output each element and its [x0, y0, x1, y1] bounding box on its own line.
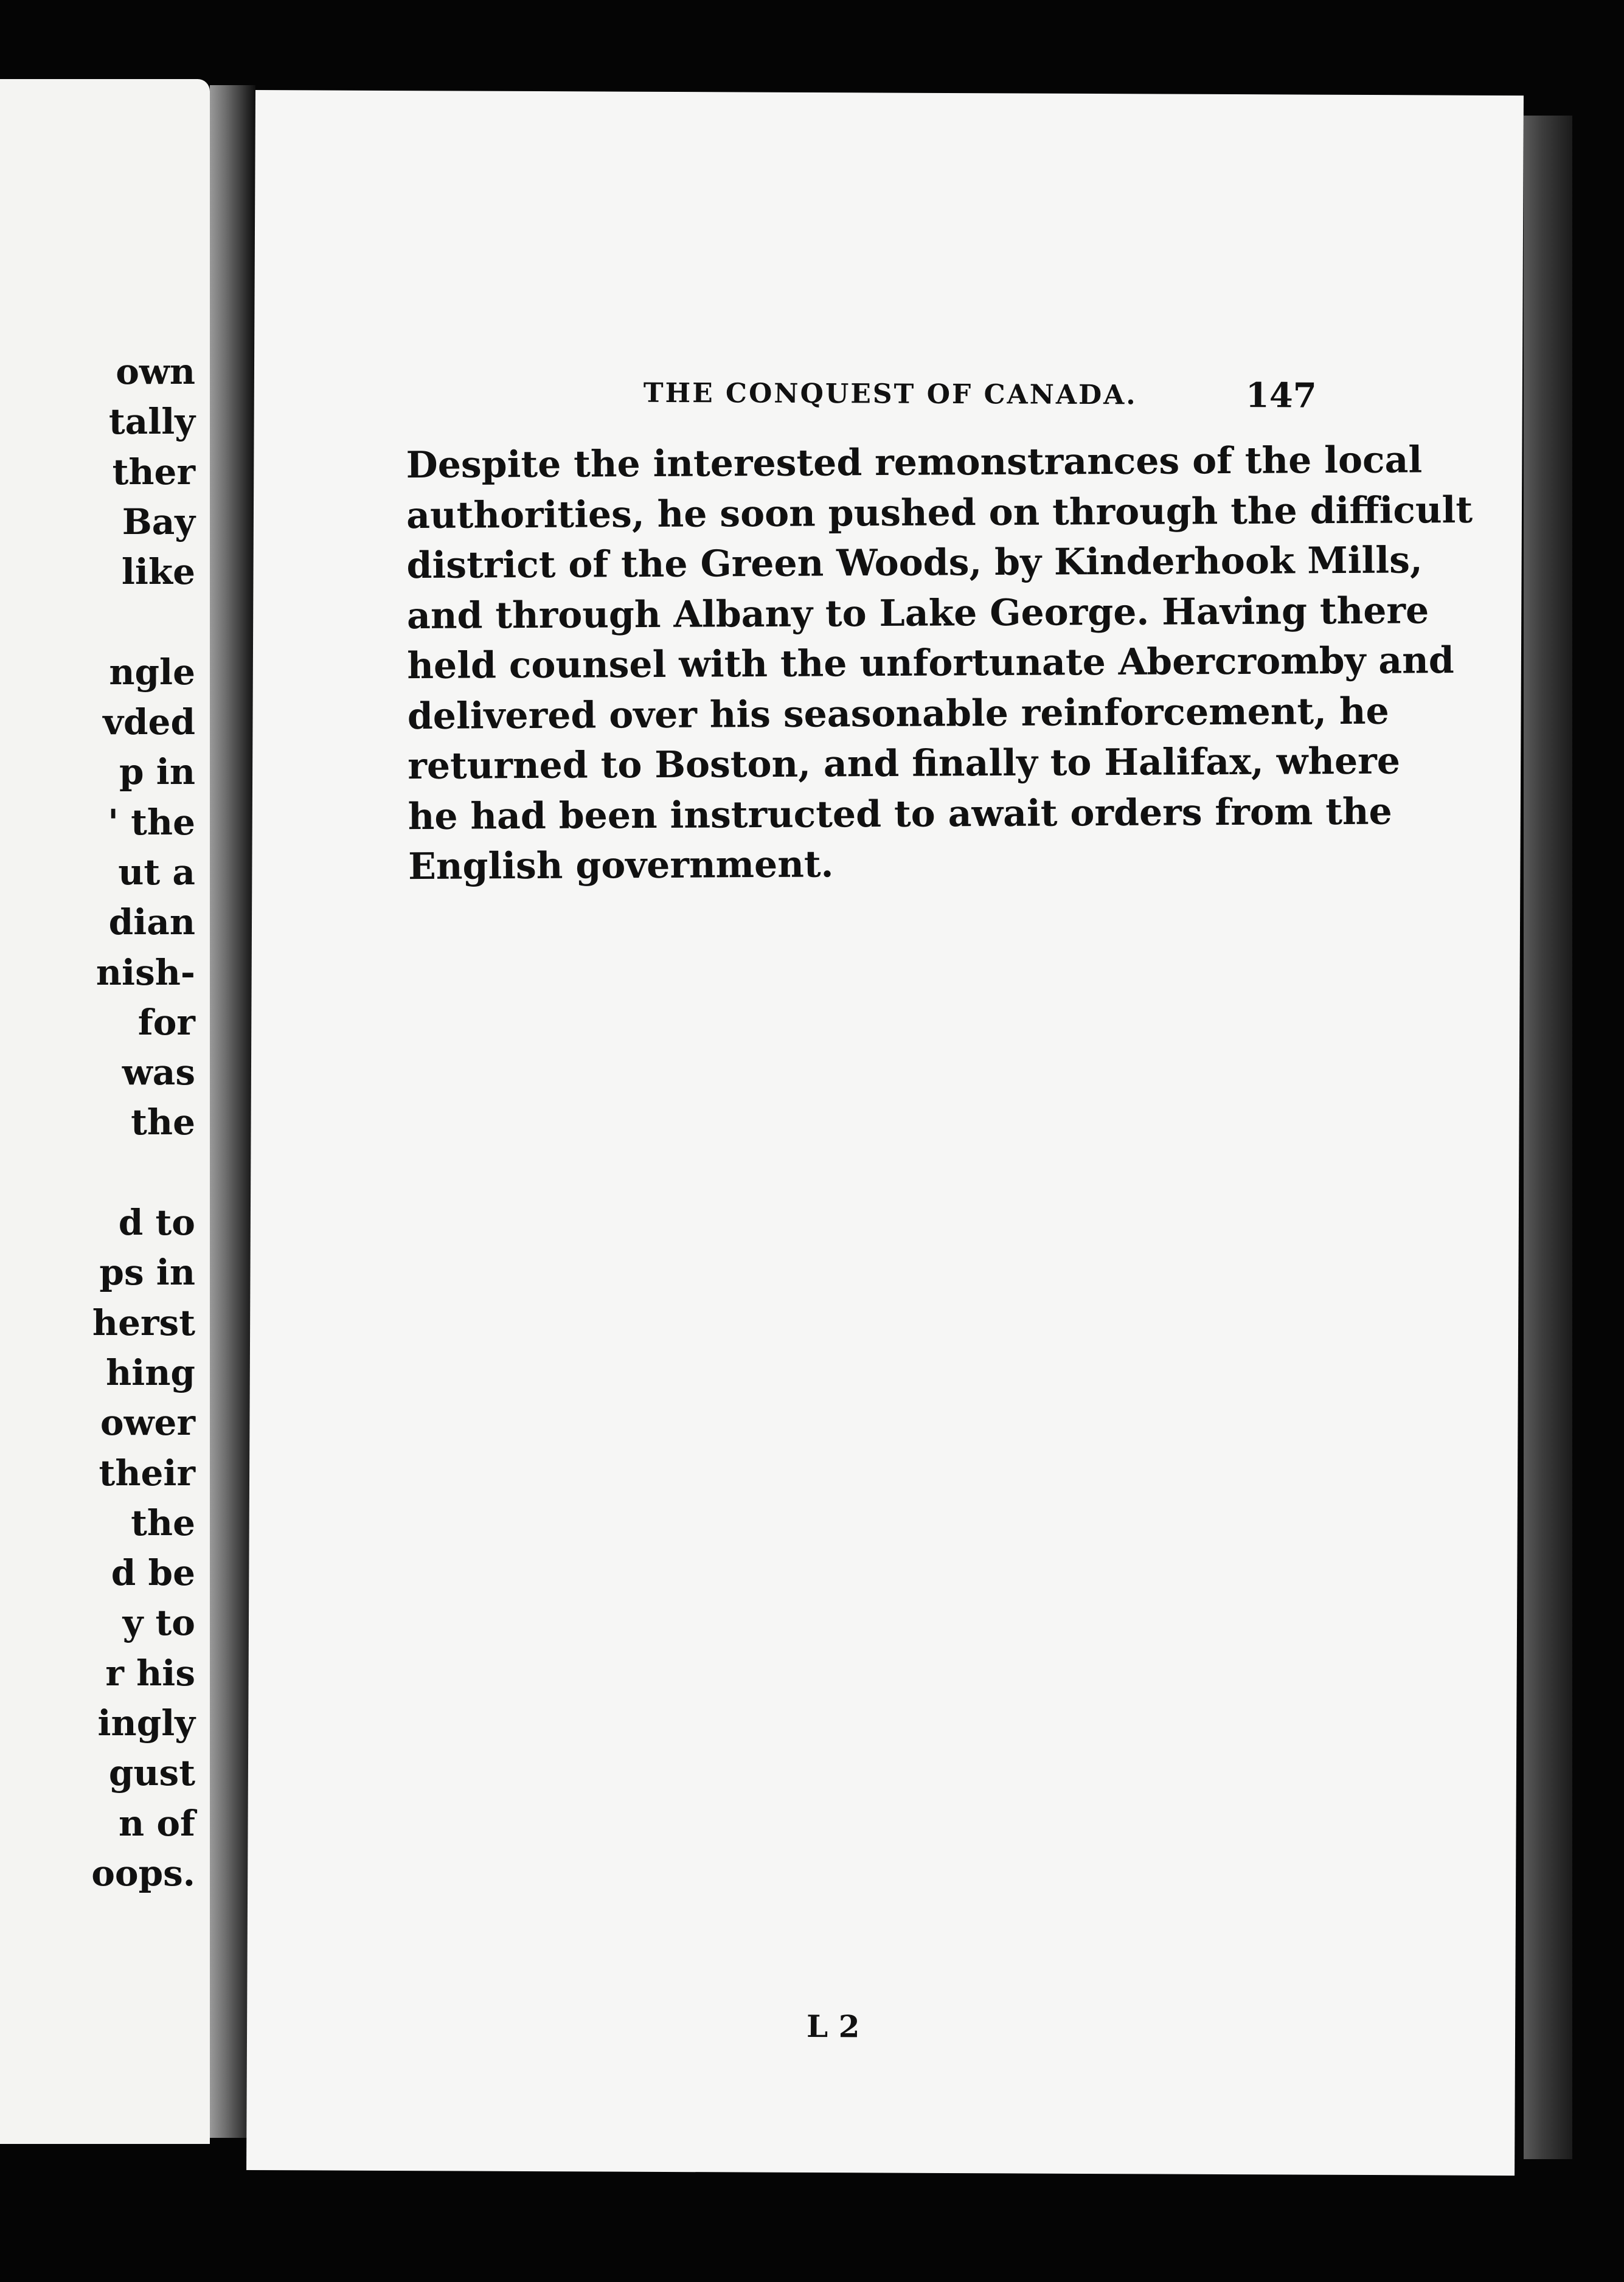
text-line: he had been instructed to await orders from the	[408, 790, 1392, 838]
left-page-line: ut a	[118, 851, 195, 893]
left-page-line: ower	[100, 1402, 195, 1444]
left-page-line: own	[116, 351, 195, 392]
left-page-line: Bay	[122, 501, 195, 543]
running-head-title: THE CONQUEST OF CANADA.	[643, 377, 1137, 411]
left-page-line: tally	[108, 401, 195, 443]
left-page-line: ps in	[99, 1252, 195, 1294]
left-page-line: the	[131, 1101, 195, 1143]
running-head	[254, 376, 1522, 424]
left-page-line: d be	[111, 1552, 195, 1594]
right-page	[246, 90, 1524, 2176]
left-page-line: ther	[112, 451, 195, 493]
left-page-line: n of	[119, 1802, 195, 1844]
left-page-line: like	[121, 551, 195, 593]
left-page-line: p in	[119, 751, 195, 793]
left-page-line: oops.	[91, 1852, 195, 1894]
left-page-line: their	[99, 1452, 195, 1494]
left-page	[0, 79, 210, 2144]
left-page-line: r his	[105, 1652, 195, 1694]
body-paragraph	[406, 435, 1473, 892]
text-line: returned to Boston, and finally to Halifax, where	[408, 740, 1401, 788]
left-page-line: was	[122, 1052, 195, 1094]
left-page-line: dian	[108, 901, 195, 943]
left-page-text	[0, 347, 195, 1898]
left-page-line: herst	[92, 1302, 195, 1344]
left-page-line: ' the	[108, 801, 195, 843]
text-line: delivered over his seasonable reinforcement, he	[407, 690, 1389, 738]
left-page-line: ingly	[97, 1702, 195, 1744]
left-page-line: d to	[118, 1202, 195, 1244]
left-page-line: nish-	[95, 951, 195, 993]
signature-mark: L 2	[806, 2008, 860, 2045]
text-line: English government.	[408, 843, 834, 889]
left-page-line: the	[131, 1502, 195, 1544]
left-page-line	[0, 597, 195, 647]
left-page-line: vded	[103, 701, 195, 743]
page-number: 147	[1245, 375, 1317, 416]
left-page-line: hing	[106, 1351, 195, 1393]
text-line: held counsel with the unfortunate Abercromby and	[407, 639, 1454, 688]
left-page-line: y to	[122, 1602, 195, 1644]
page-edge	[1524, 116, 1572, 2159]
left-page-line: gust	[108, 1752, 195, 1794]
text-line: district of the Green Woods, by Kinderhook Mills,	[406, 539, 1423, 588]
text-line: authorities, he soon pushed on through the difficult	[406, 488, 1473, 537]
left-page-line	[0, 1148, 195, 1198]
text-line: and through Albany to Lake George. Having there	[406, 589, 1429, 637]
left-page-line: ngle	[109, 651, 195, 693]
left-page-line: for	[137, 1001, 195, 1043]
text-line: Despite the interested remonstrances of the local	[406, 439, 1423, 487]
